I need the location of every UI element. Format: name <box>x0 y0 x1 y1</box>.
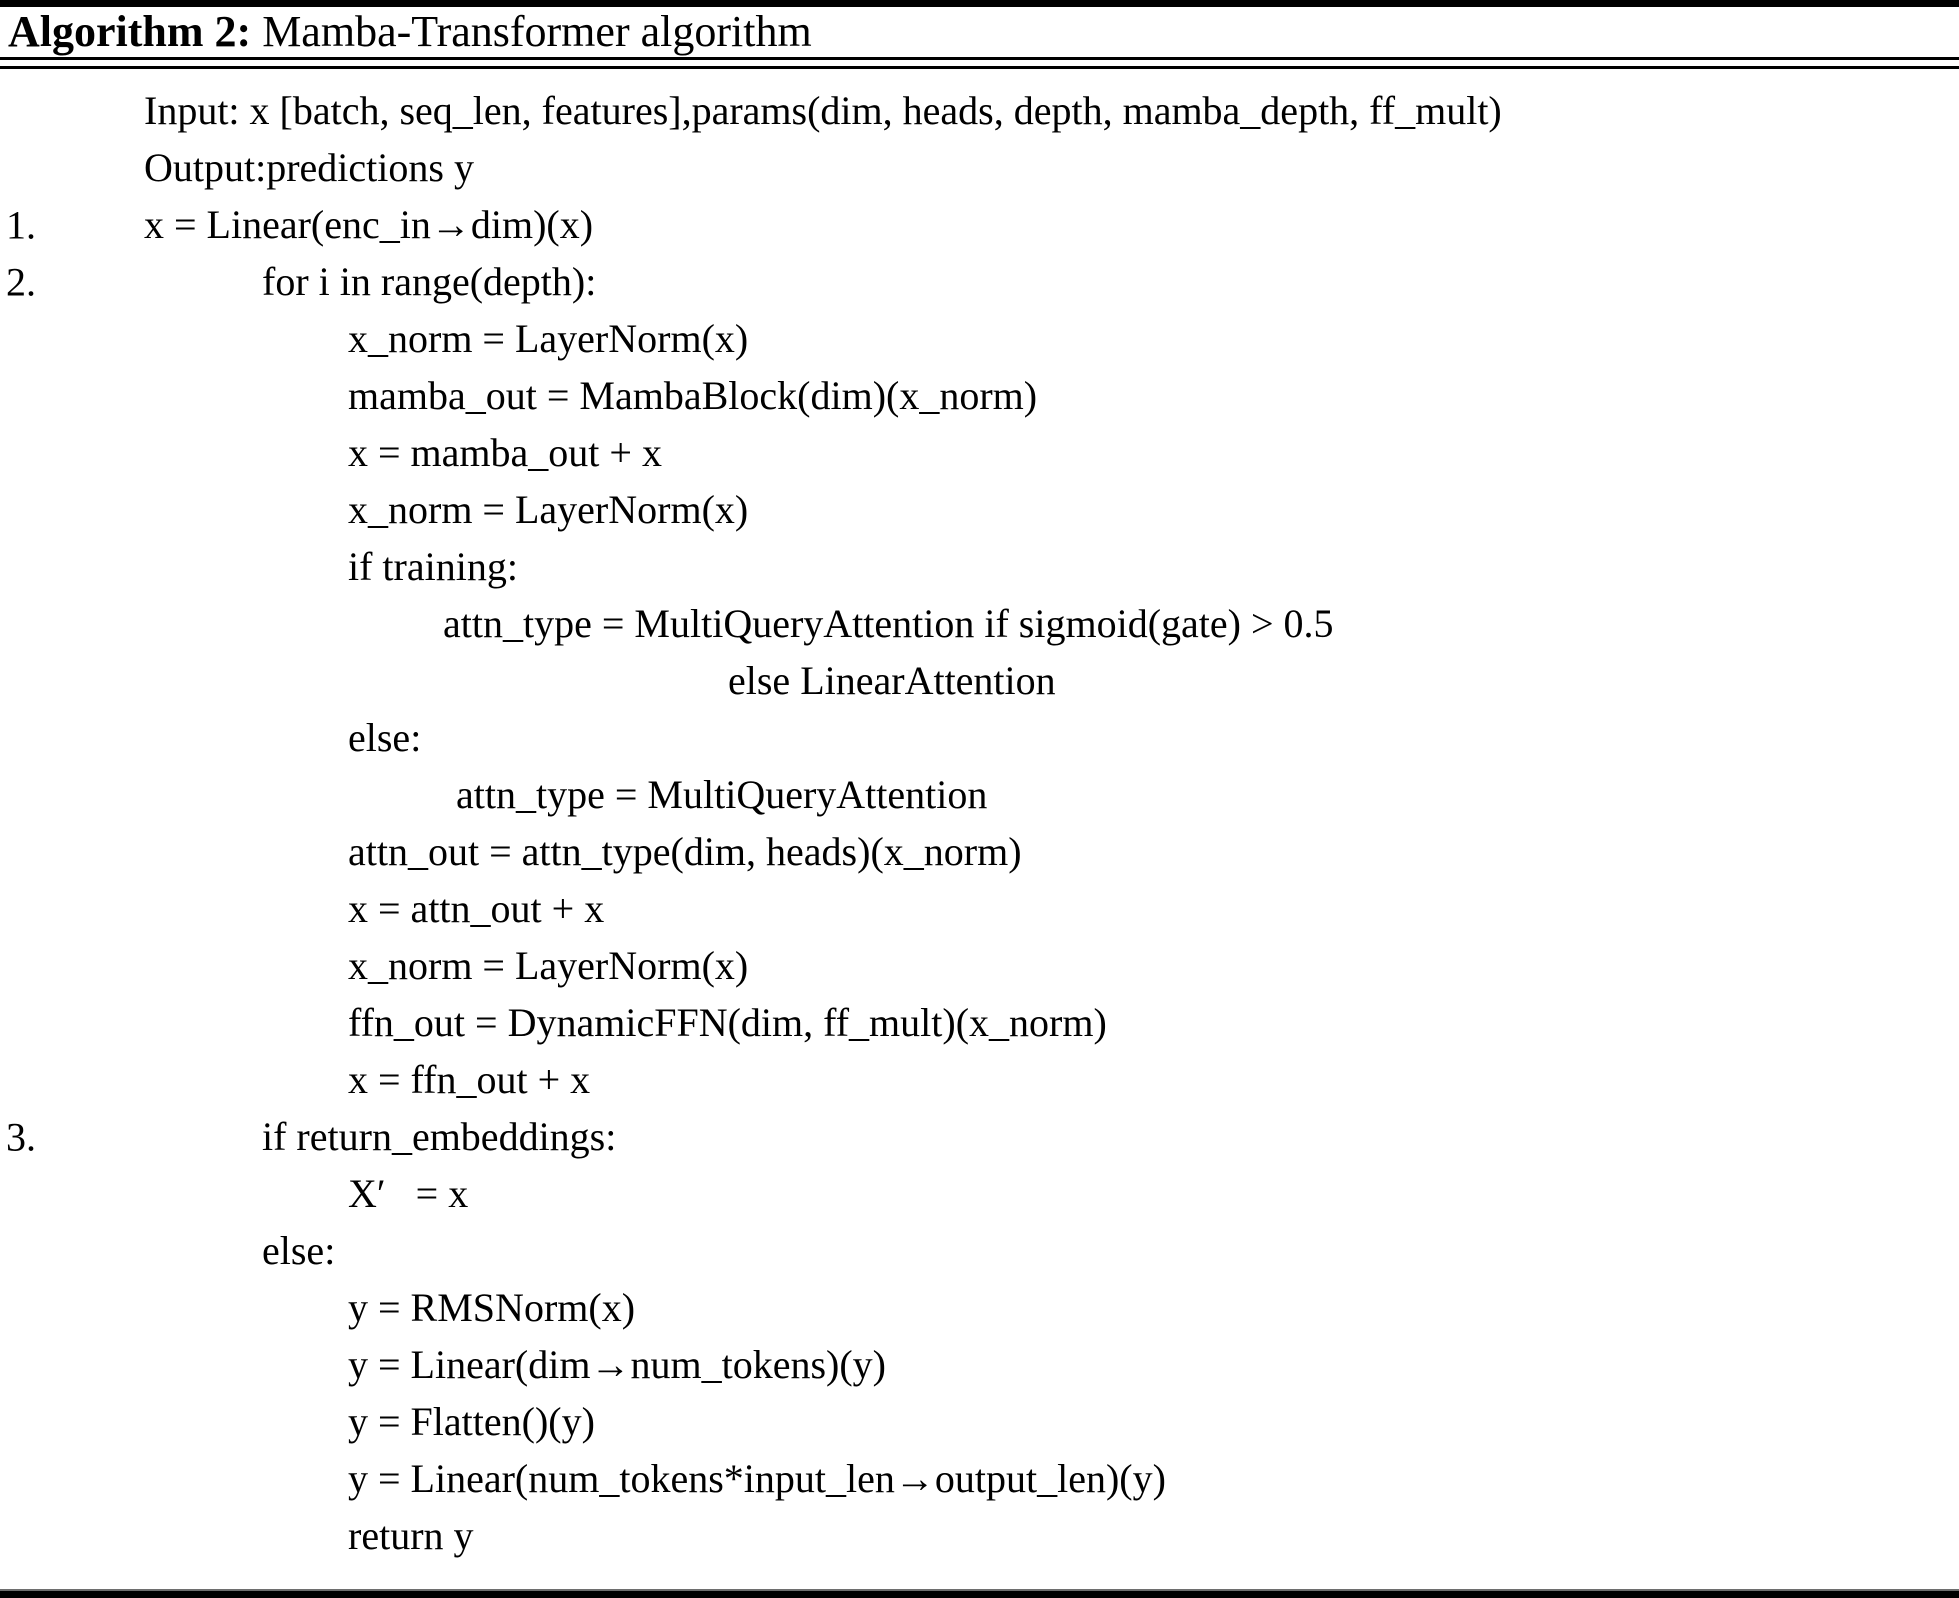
algorithm-line <box>0 709 1959 766</box>
code-text: if training: <box>348 544 518 589</box>
algorithm-line <box>0 652 1959 709</box>
code-text: Output:predictions y <box>144 145 474 190</box>
algorithm-line <box>0 1051 1959 1108</box>
code-text: else: <box>262 1228 336 1273</box>
code-text: y = RMSNorm(x) <box>348 1285 636 1330</box>
algorithm-line <box>0 823 1959 880</box>
code-text: return y <box>348 1513 474 1558</box>
algorithm-line <box>0 937 1959 994</box>
algorithm-line <box>0 367 1959 424</box>
algorithm-line <box>0 994 1959 1051</box>
code-text: y = Flatten()(y) <box>348 1399 595 1444</box>
algorithm-line <box>0 1393 1959 1450</box>
code-text: y = Linear(dim→num_tokens)(y) <box>348 1342 886 1387</box>
algorithm-line <box>0 1507 1959 1564</box>
algorithm-line <box>0 196 1959 253</box>
algorithm-body <box>0 69 1959 1564</box>
code-text: ffn_out = DynamicFFN(dim, ff_mult)(x_norm) <box>348 1000 1107 1045</box>
algorithm-line <box>0 1336 1959 1393</box>
code-text: x_norm = LayerNorm(x) <box>348 487 749 532</box>
algorithm-line <box>0 1165 1959 1222</box>
algorithm-line <box>0 595 1959 652</box>
algorithm-line <box>0 880 1959 937</box>
algorithm-line <box>0 1222 1959 1279</box>
algorithm-caption <box>0 7 1959 57</box>
code-text: else: <box>348 715 422 760</box>
line-number: 3. <box>6 1114 36 1159</box>
caption-double-rule <box>0 57 1959 69</box>
code-text: x = mamba_out + x <box>348 430 662 475</box>
algorithm-line <box>0 1279 1959 1336</box>
algorithm-line <box>0 310 1959 367</box>
algorithm-caption-label: Algorithm 2: <box>8 7 252 56</box>
algorithm-line <box>0 424 1959 481</box>
algorithm-line <box>0 538 1959 595</box>
algorithm-caption-title: Mamba-Transformer algorithm <box>251 7 812 56</box>
algorithm-line <box>0 139 1959 196</box>
code-text: if return_embeddings: <box>262 1114 617 1159</box>
code-text: x_norm = LayerNorm(x) <box>348 943 749 988</box>
algorithm-line <box>0 1450 1959 1507</box>
line-number: 1. <box>6 202 36 247</box>
line-number: 2. <box>6 259 36 304</box>
code-text: attn_type = MultiQueryAttention if sigmoid(gate) > 0.5 <box>443 601 1334 646</box>
algorithm-line <box>0 481 1959 538</box>
code-text: mamba_out = MambaBlock(dim)(x_norm) <box>348 373 1038 418</box>
top-rule <box>0 0 1959 7</box>
code-text: attn_out = attn_type(dim, heads)(x_norm) <box>348 829 1022 874</box>
code-text: x_norm = LayerNorm(x) <box>348 316 749 361</box>
algorithm-line <box>0 82 1959 139</box>
code-text: for i in range(depth): <box>262 259 597 304</box>
algorithm-line <box>0 1108 1959 1165</box>
code-text: y = Linear(num_tokens*input_len→output_len)(y) <box>348 1456 1166 1501</box>
algorithm-line <box>0 766 1959 823</box>
algorithm-line <box>0 253 1959 310</box>
code-text: x = attn_out + x <box>348 886 605 931</box>
code-text: attn_type = MultiQueryAttention <box>456 772 988 817</box>
code-text: else LinearAttention <box>728 658 1056 703</box>
bottom-rule <box>0 1589 1959 1598</box>
code-text: x = ffn_out + x <box>348 1057 591 1102</box>
code-text: X′ = x <box>348 1171 469 1216</box>
code-text: x = Linear(enc_in→dim)(x) <box>144 202 594 247</box>
code-text: Input: x [batch, seq_len, features],params(dim, heads, depth, mamba_depth, ff_mult) <box>144 88 1502 133</box>
